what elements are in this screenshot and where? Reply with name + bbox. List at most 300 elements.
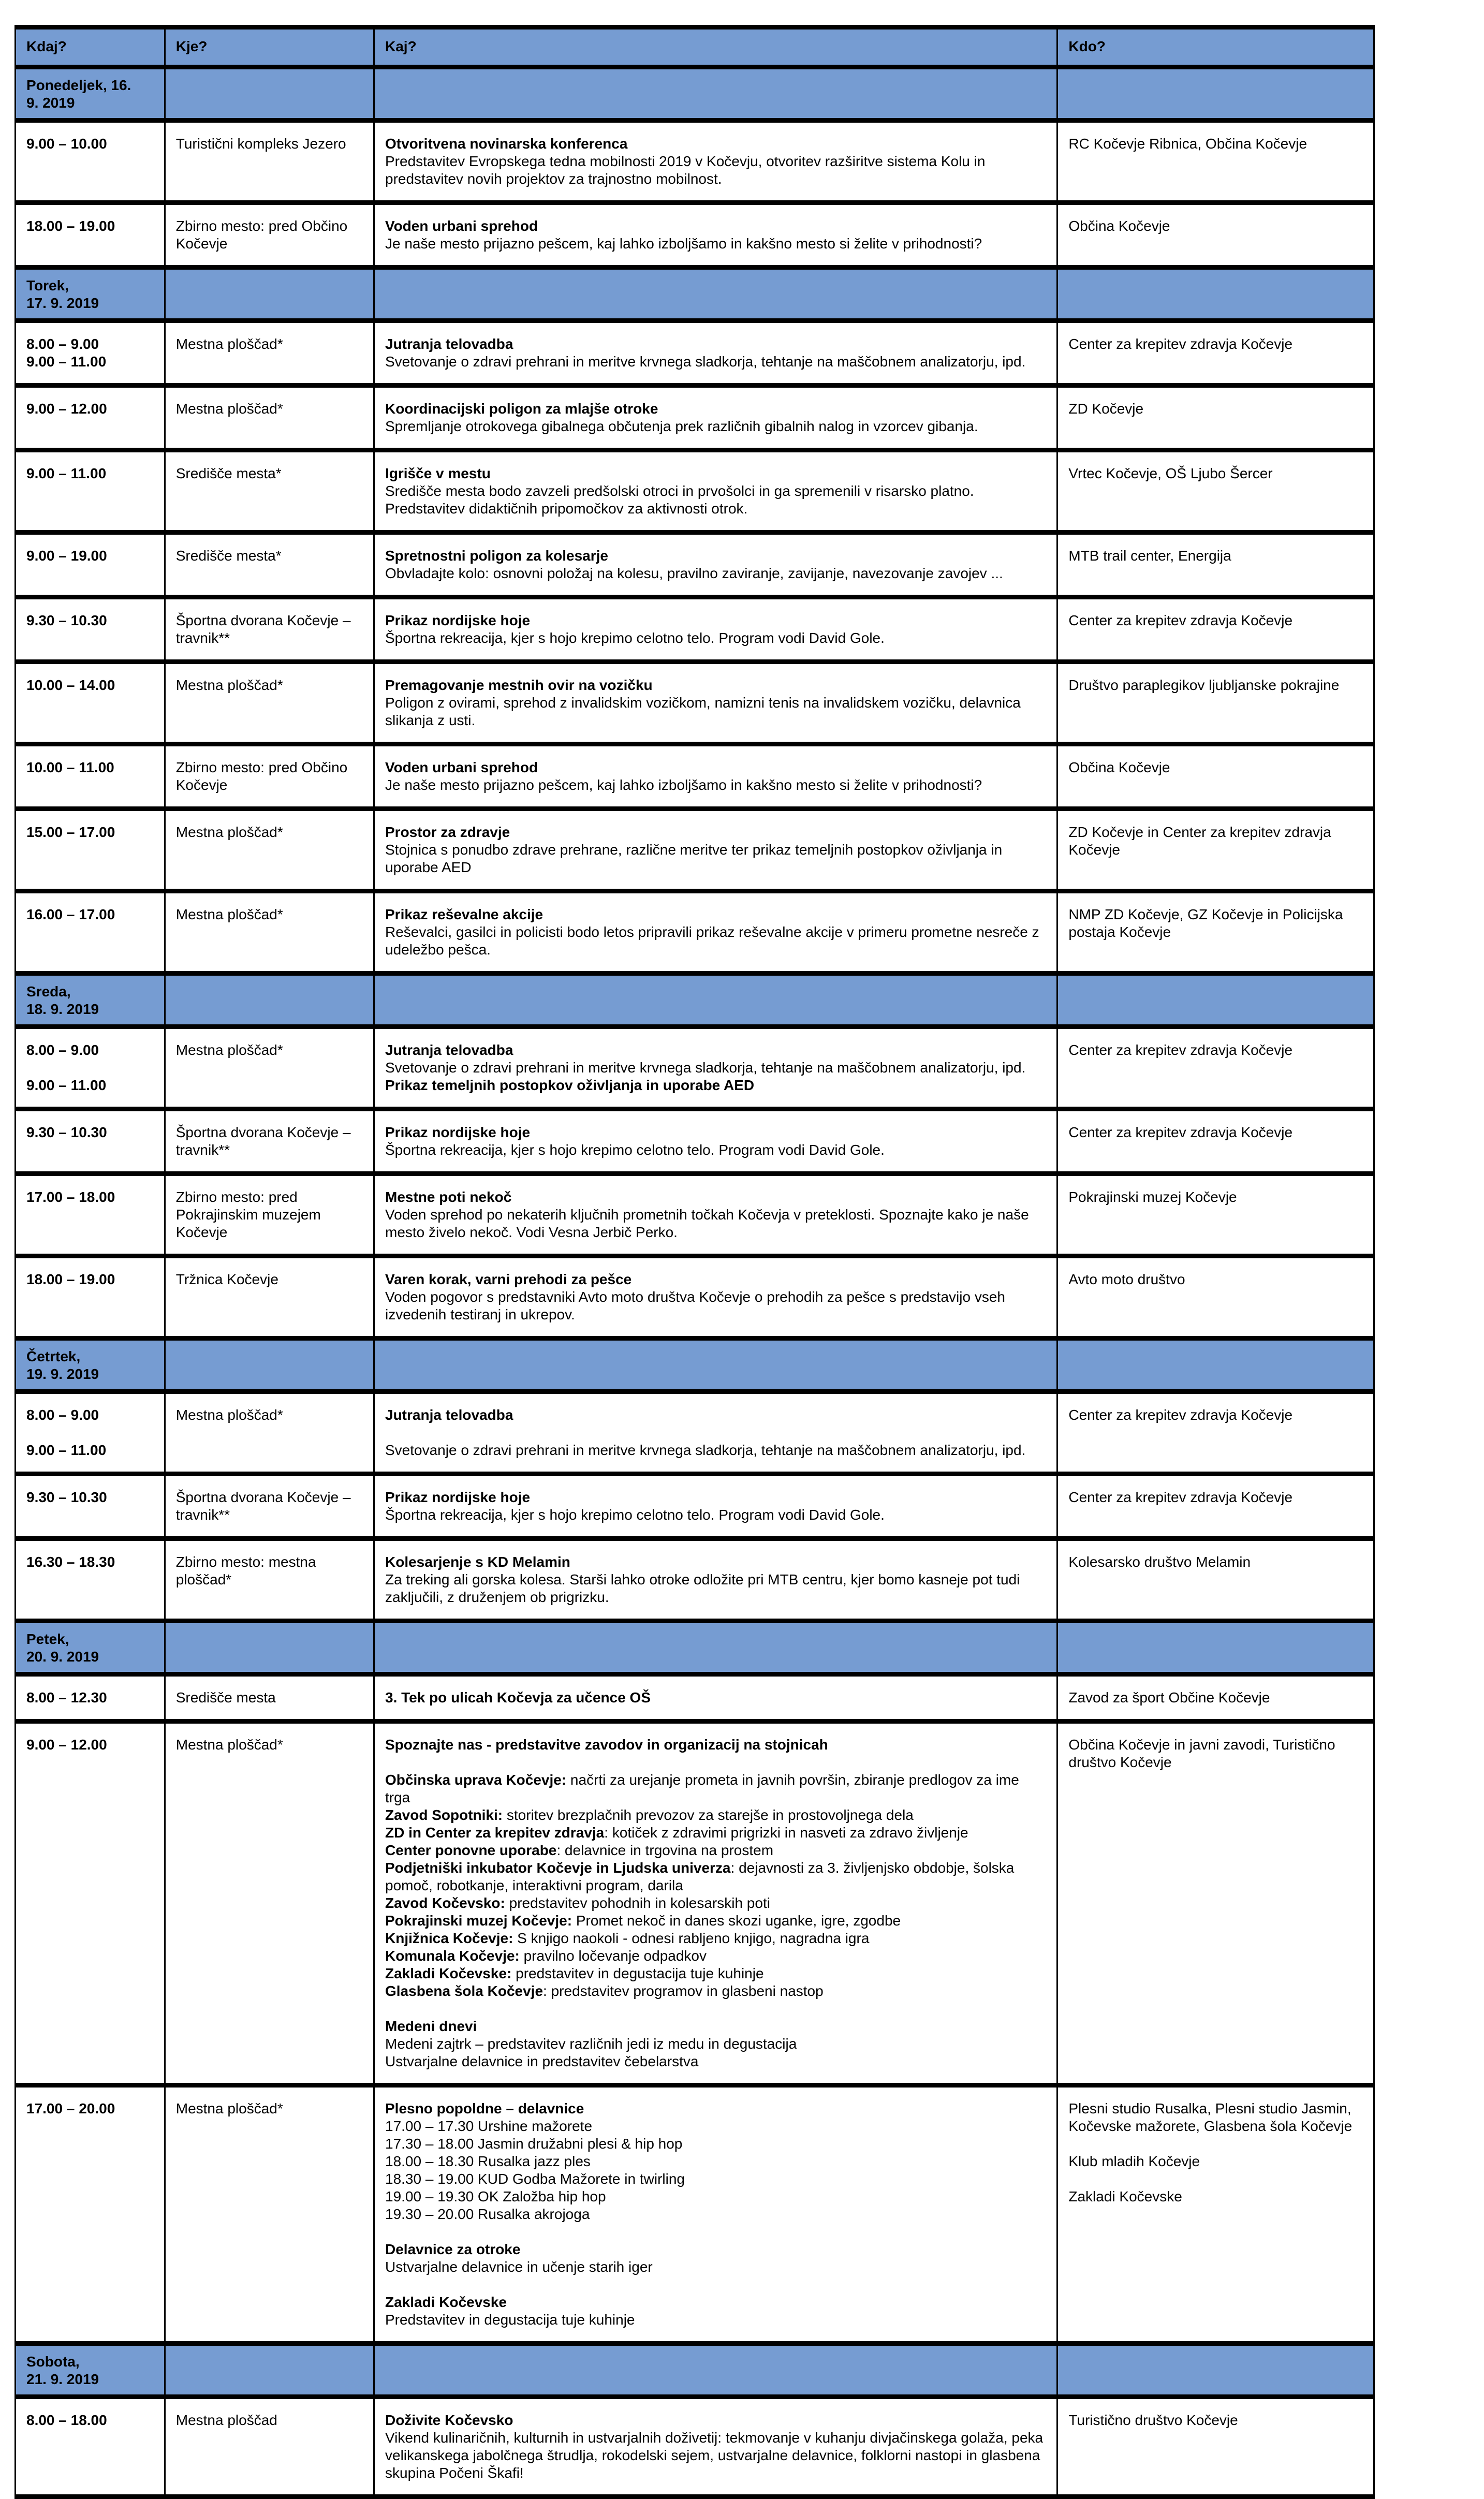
text-line: Center za krepitev zdravja Kočevje <box>1068 336 1293 352</box>
when-cell <box>16 1539 165 1621</box>
text-line: 18. 9. 2019 <box>26 1001 99 1017</box>
column-header-kje: Kje? <box>165 27 374 67</box>
text-line: Športna rekreacija, kjer s hojo krepimo celotno telo. Program vodi David Gole. <box>385 630 885 646</box>
text-line: Center za krepitev zdravja Kočevje <box>1068 612 1293 628</box>
text-line: Zbirno mesto: mestna ploščad* <box>175 1554 316 1587</box>
day-band-empty-cell <box>1057 2344 1374 2397</box>
text-line: 9.00 – 11.00 <box>26 465 107 481</box>
text-line: Voden sprehod po nekaterih ključnih prometnih točkah Kočevja v preteklosti. Spoznajte kako je naše mesto živelo nekoč. Vodi Vesna Jerbič Perko. <box>385 1207 1029 1240</box>
where-cell <box>165 121 374 203</box>
text-line: Spremljanje otrokovega gibalnega občutenja prek različnih gibalnih nalog in vzorcev gibanja. <box>385 418 978 434</box>
who-cell <box>1057 450 1374 533</box>
text-line: Obvladajte kolo: osnovni položaj na kolesu, pravilno zaviranje, zavijanje, navezovanje zavojev ... <box>385 565 1003 581</box>
text-line: ZD in Center za krepitev zdravja: kotiček z zdravimi prigrizki in nasveti za zdravo življenje <box>385 1825 968 1841</box>
text-line: 20. 9. 2019 <box>26 1649 99 1665</box>
text-line: Središče mesta* <box>175 465 282 481</box>
where-cell <box>165 2085 374 2344</box>
what-cell <box>374 1109 1057 1174</box>
day-band-row <box>16 268 1374 321</box>
text-line: Doživite Kočevsko <box>385 2412 513 2428</box>
what-cell <box>374 597 1057 662</box>
text-line: 19.30 – 20.00 Rusalka akrojoga <box>385 2206 590 2222</box>
text-line: Mestna ploščad* <box>175 906 283 922</box>
text-line: Športna rekreacija, kjer s hojo krepimo celotno telo. Program vodi David Gole. <box>385 1507 885 1523</box>
when-cell <box>16 662 165 744</box>
text-line: 8.00 – 9.00 <box>26 1042 99 1058</box>
what-cell <box>374 321 1057 386</box>
where-cell <box>165 1174 374 1256</box>
text-line: Center za krepitev zdravja Kočevje <box>1068 1407 1293 1423</box>
text-line: Delavnice za otroke <box>385 2241 521 2257</box>
text-line: Center za krepitev zdravja Kočevje <box>1068 1489 1293 1505</box>
day-band-empty-cell <box>374 974 1057 1027</box>
text-line: Zavod Sopotniki: storitev brezplačnih prevozov za starejše in prostovoljnega dela <box>385 1807 914 1823</box>
text-line: Mestna ploščad* <box>175 336 283 352</box>
when-cell <box>16 386 165 450</box>
when-cell <box>16 533 165 597</box>
text-line: Pokrajinski muzej Kočevje: Promet nekoč in danes skozi uganke, igre, zgodbe <box>385 1913 901 1929</box>
text-line: Za treking ali gorska kolesa. Starši lahko otroke odložite pri MTB centru, kjer bomo kasneje pot tudi zaključili, z druženjem ob prigrizku. <box>385 1571 1020 1605</box>
text-line: ZD Kočevje in Center za krepitev zdravja Kočevje <box>1068 824 1331 858</box>
text-line: Občina Kočevje <box>1068 759 1170 775</box>
text-line: 10.00 – 11.00 <box>26 759 114 775</box>
day-band-empty-cell <box>374 2344 1057 2397</box>
text-line: Sobota, <box>26 2354 80 2370</box>
table-row <box>16 597 1374 662</box>
text-line: Poligon z ovirami, sprehod z invalidskim vozičkom, namizni tenis na invalidskem vozičku, delavnica slikanja z usti. <box>385 695 1021 728</box>
where-cell <box>165 1474 374 1539</box>
text-line: Vrtec Kočevje, OŠ Ljubo Šercer <box>1068 465 1273 481</box>
day-band-empty-cell <box>1057 1621 1374 1674</box>
text-line: ZD Kočevje <box>1068 401 1144 417</box>
when-cell <box>16 1474 165 1539</box>
text-line: Center za krepitev zdravja Kočevje <box>1068 1042 1293 1058</box>
day-band-empty-cell <box>1057 1339 1374 1392</box>
text-line: Je naše mesto prijazno pešcem, kaj lahko izboljšamo in kakšno mesto si želite v prihodnosti? <box>385 777 982 793</box>
table-row <box>16 1027 1374 1109</box>
text-line: 18.00 – 18.30 Rusalka jazz ples <box>385 2153 591 2169</box>
text-line: Zakladi Kočevske <box>1068 2188 1182 2204</box>
day-label-cell <box>16 2344 165 2397</box>
who-cell <box>1057 121 1374 203</box>
text-line: Plesni studio Rusalka, Plesni studio Jasmin, Kočevske mažorete, Glasbena šola Kočevje <box>1068 2100 1353 2134</box>
who-cell <box>1057 662 1374 744</box>
text-line: 19. 9. 2019 <box>26 1366 99 1382</box>
text-line: Občina Kočevje in javni zavodi, Turistično društvo Kočevje <box>1068 1737 1335 1770</box>
where-cell <box>165 2397 374 2497</box>
where-cell <box>165 662 374 744</box>
day-label-cell <box>16 67 165 121</box>
day-band-empty-cell <box>374 1621 1057 1674</box>
text-line: 8.00 – 12.30 <box>26 1689 107 1706</box>
text-line: Prostor za zdravje <box>385 824 510 840</box>
table-row <box>16 450 1374 533</box>
text-line: Spretnostni poligon za kolesarje <box>385 548 608 564</box>
day-band-empty-cell <box>374 67 1057 121</box>
text-line: Turistično društvo Kočevje <box>1068 2412 1238 2428</box>
text-line: Medeni dnevi <box>385 2018 477 2034</box>
when-cell <box>16 1392 165 1474</box>
text-line: Mestna ploščad* <box>175 1407 283 1423</box>
text-line: 16.00 – 17.00 <box>26 906 115 922</box>
day-band-empty-cell <box>1057 67 1374 121</box>
who-cell <box>1057 1674 1374 1722</box>
text-line: Mestna ploščad* <box>175 1737 283 1753</box>
when-cell <box>16 744 165 809</box>
text-line: Občinska uprava Kočevje: načrti za urejanje prometa in javnih površin, zbiranje predlogov za ime trga <box>385 1772 1019 1805</box>
text-line: Športna dvorana Kočevje – travnik** <box>175 1489 351 1523</box>
day-band-empty-cell <box>374 1339 1057 1392</box>
text-line: Prikaz nordijske hoje <box>385 612 531 628</box>
text-line: Občina Kočevje <box>1068 218 1170 234</box>
text-line <box>26 1424 155 1442</box>
text-line: Ponedeljek, 16. <box>26 77 131 93</box>
text-line: Mestne poti nekoč <box>385 1189 512 1205</box>
where-cell <box>165 744 374 809</box>
text-line: Prikaz temeljnih postopkov oživljanja in uporabe AED <box>385 1077 755 1093</box>
table-row <box>16 891 1374 974</box>
when-cell <box>16 1674 165 1722</box>
text-line: Jutranja telovadba <box>385 1042 513 1058</box>
where-cell <box>165 533 374 597</box>
text-line: 18.00 – 19.00 <box>26 218 115 234</box>
who-cell <box>1057 1722 1374 2085</box>
text-line: Prikaz nordijske hoje <box>385 1124 531 1140</box>
day-band-empty-cell <box>1057 974 1374 1027</box>
text-line: Mestna ploščad* <box>175 2100 283 2116</box>
day-band-row <box>16 1621 1374 1674</box>
text-line: 16.30 – 18.30 <box>26 1554 115 1570</box>
text-line: Je naše mesto prijazno pešcem, kaj lahko izboljšamo in kakšno mesto si želite v prihodnosti? <box>385 236 982 252</box>
text-line: NMP ZD Kočevje, GZ Kočevje in Policijska postaja Kočevje <box>1068 906 1343 940</box>
who-cell <box>1057 321 1374 386</box>
text-line: Svetovanje o zdravi prehrani in meritve krvnega sladkorja, tehtanje na maščobnem analizatorju, ipd. <box>385 1060 1026 1076</box>
table-row <box>16 1392 1374 1474</box>
text-line: Reševalci, gasilci in policisti bodo letos pripravili prikaz reševalne akcije v primeru prometne nesreče z udeležbo pešca. <box>385 924 1039 958</box>
table-row <box>16 1722 1374 2085</box>
text-line: 8.00 – 9.00 <box>26 1407 99 1423</box>
day-label-cell <box>16 1621 165 1674</box>
text-line: 9.00 – 11.00 <box>26 354 107 370</box>
where-cell <box>165 1722 374 2085</box>
where-cell <box>165 1109 374 1174</box>
text-line: Medeni zajtrk – predstavitev različnih jedi iz medu in degustacija <box>385 2036 797 2052</box>
text-line: Pokrajinski muzej Kočevje <box>1068 1189 1237 1205</box>
what-cell <box>374 1174 1057 1256</box>
day-band-empty-cell <box>1057 268 1374 321</box>
where-cell <box>165 203 374 268</box>
table-row <box>16 2085 1374 2344</box>
text-line: Jutranja telovadba <box>385 1407 513 1423</box>
who-cell <box>1057 1174 1374 1256</box>
text-line <box>385 2223 1047 2241</box>
what-cell <box>374 121 1057 203</box>
text-line: Zavod za šport Občine Kočevje <box>1068 1689 1270 1706</box>
table-row <box>16 809 1374 891</box>
when-cell <box>16 321 165 386</box>
when-cell <box>16 2085 165 2344</box>
where-cell <box>165 386 374 450</box>
when-cell <box>16 891 165 974</box>
text-line: MTB trail center, Energija <box>1068 548 1231 564</box>
who-cell <box>1057 386 1374 450</box>
day-band-row <box>16 1339 1374 1392</box>
text-line: Predstavitev in degustacija tuje kuhinje <box>385 2312 635 2328</box>
table-header-row <box>16 27 1374 67</box>
what-cell <box>374 386 1057 450</box>
day-band-row <box>16 2344 1374 2397</box>
text-line: Premagovanje mestnih ovir na vozičku <box>385 677 653 693</box>
text-line: 3. Tek po ulicah Kočevja za učence OŠ <box>385 1689 651 1706</box>
who-cell <box>1057 1027 1374 1109</box>
table-row <box>16 1474 1374 1539</box>
text-line: 9.00 – 12.00 <box>26 401 107 417</box>
text-line: 18.00 – 19.00 <box>26 1271 115 1287</box>
when-cell <box>16 203 165 268</box>
table-row <box>16 1174 1374 1256</box>
when-cell <box>16 1256 165 1339</box>
what-cell <box>374 2085 1057 2344</box>
what-cell <box>374 809 1057 891</box>
column-header-kdaj: Kdaj? <box>16 27 165 67</box>
who-cell <box>1057 1539 1374 1621</box>
text-line: Glasbena šola Kočevje: predstavitev programov in glasbeni nastop <box>385 1983 824 1999</box>
table-row <box>16 203 1374 268</box>
what-cell <box>374 1674 1057 1722</box>
text-line: Prikaz nordijske hoje <box>385 1489 531 1505</box>
who-cell <box>1057 1256 1374 1339</box>
when-cell <box>16 121 165 203</box>
text-line: Tržnica Kočevje <box>175 1271 278 1287</box>
column-header-kdo: Kdo? <box>1057 27 1374 67</box>
text-line <box>1068 2135 1364 2153</box>
text-line: Torek, <box>26 277 69 293</box>
text-line: Mestna ploščad* <box>175 824 283 840</box>
text-line: Športna dvorana Kočevje – travnik** <box>175 1124 351 1158</box>
table-row <box>16 2397 1374 2497</box>
table-row <box>16 1109 1374 1174</box>
text-line <box>385 2276 1047 2294</box>
text-line: 8.00 – 9.00 <box>26 336 99 352</box>
where-cell <box>165 450 374 533</box>
day-band-row <box>16 974 1374 1027</box>
text-line: Zbirno mesto: pred Občino Kočevje <box>175 218 348 252</box>
who-cell <box>1057 2085 1374 2344</box>
table-row <box>16 533 1374 597</box>
when-cell <box>16 809 165 891</box>
what-cell <box>374 1256 1057 1339</box>
table-row <box>16 662 1374 744</box>
when-cell <box>16 1722 165 2085</box>
text-line: 9.00 – 10.00 <box>26 136 107 152</box>
who-cell <box>1057 2397 1374 2497</box>
text-line: Petek, <box>26 1631 69 1647</box>
text-line: Turistični kompleks Jezero <box>175 136 346 152</box>
where-cell <box>165 597 374 662</box>
text-line: 9.00 – 11.00 <box>26 1077 107 1093</box>
what-cell <box>374 1722 1057 2085</box>
text-line: Športna dvorana Kočevje – travnik** <box>175 612 351 646</box>
text-line: 18.30 – 19.00 KUD Godba Mažorete in twirling <box>385 2171 685 2187</box>
what-cell <box>374 533 1057 597</box>
what-cell <box>374 662 1057 744</box>
text-line: Središče mesta <box>175 1689 276 1706</box>
where-cell <box>165 1539 374 1621</box>
day-label-cell <box>16 1339 165 1392</box>
where-cell <box>165 809 374 891</box>
day-band-row <box>16 67 1374 121</box>
text-line: 19.00 – 19.30 OK Založba hip hop <box>385 2188 606 2204</box>
text-line: Svetovanje o zdravi prehrani in meritve krvnega sladkorja, tehtanje na maščobnem analizatorju, ipd. <box>385 354 1026 370</box>
when-cell <box>16 1027 165 1109</box>
text-line <box>26 1059 155 1077</box>
day-band-empty-cell <box>374 268 1057 321</box>
where-cell <box>165 1392 374 1474</box>
what-cell <box>374 891 1057 974</box>
text-line: 15.00 – 17.00 <box>26 824 115 840</box>
who-cell <box>1057 1109 1374 1174</box>
schedule-body <box>16 67 1374 2497</box>
what-cell <box>374 744 1057 809</box>
text-line: 17. 9. 2019 <box>26 295 99 311</box>
text-line: Zakladi Kočevske <box>385 2294 507 2310</box>
text-line: Center za krepitev zdravja Kočevje <box>1068 1124 1293 1140</box>
text-line <box>385 1754 1047 1771</box>
text-line: 17.30 – 18.00 Jasmin družabni plesi & hip hop <box>385 2136 683 2152</box>
text-line: Središče mesta* <box>175 548 282 564</box>
day-label-cell <box>16 268 165 321</box>
text-line: Voden pogovor s predstavniki Avto moto društva Kočevje o prehodih za pešce s predstavijo vseh izvedenih testiranj in ukrepov. <box>385 1289 1005 1322</box>
text-line: 9.00 – 19.00 <box>26 548 107 564</box>
text-line: 21. 9. 2019 <box>26 2371 99 2387</box>
text-line: Kolesarjenje s KD Melamin <box>385 1554 570 1570</box>
text-line: Stojnica s ponudbo zdrave prehrane, različne meritve ter prikaz temeljnih postopkov oživljanja in uporabe AED <box>385 842 1003 875</box>
when-cell <box>16 450 165 533</box>
text-line: Svetovanje o zdravi prehrani in meritve krvnega sladkorja, tehtanje na maščobnem analizatorju, ipd. <box>385 1442 1026 1458</box>
column-header-kaj: Kaj? <box>374 27 1057 67</box>
what-cell <box>374 203 1057 268</box>
text-line: Komunala Kočevje: pravilno ločevanje odpadkov <box>385 1948 707 1964</box>
text-line: 8.00 – 18.00 <box>26 2412 107 2428</box>
day-band-empty-cell <box>165 1621 374 1674</box>
text-line: Zavod Kočevsko: predstavitev pohodnih in kolesarskih poti <box>385 1895 770 1911</box>
text-line: Športna rekreacija, kjer s hojo krepimo celotno telo. Program vodi David Gole. <box>385 1142 885 1158</box>
text-line <box>385 1424 1047 1442</box>
what-cell <box>374 1539 1057 1621</box>
day-band-empty-cell <box>165 67 374 121</box>
text-line: Knjižnica Kočevje: S knjigo naokoli - odnesi rabljeno knjigo, nagradna igra <box>385 1930 870 1946</box>
where-cell <box>165 1674 374 1722</box>
text-line: Mestna ploščad <box>175 2412 277 2428</box>
when-cell <box>16 1174 165 1256</box>
text-line: 9. 2019 <box>26 95 75 111</box>
text-line: Jutranja telovadba <box>385 336 513 352</box>
text-line: Klub mladih Kočevje <box>1068 2153 1200 2169</box>
text-line: RC Kočevje Ribnica, Občina Kočevje <box>1068 136 1307 152</box>
what-cell <box>374 1474 1057 1539</box>
table-row <box>16 321 1374 386</box>
text-line: Predstavitev Evropskega tedna mobilnosti 2019 v Kočevju, otvoritev razširitve sistema Kolu in predstavitev novih projektov za trajnostno mobilnost. <box>385 153 986 187</box>
where-cell <box>165 321 374 386</box>
what-cell <box>374 2397 1057 2497</box>
text-line: Mestna ploščad* <box>175 677 283 693</box>
text-line: Voden urbani sprehod <box>385 218 538 234</box>
who-cell <box>1057 744 1374 809</box>
text-line: Kolesarsko društvo Melamin <box>1068 1554 1251 1570</box>
text-line: Zakladi Kočevske: predstavitev in degustacija tuje kuhinje <box>385 1965 764 1981</box>
table-row <box>16 1256 1374 1339</box>
who-cell <box>1057 533 1374 597</box>
text-line: Podjetniški inkubator Kočevje in Ljudska univerza: dejavnosti za 3. življenjsko obdobje, šolska pomoč, robotkanje, interaktivni program, darila <box>385 1860 1015 1893</box>
text-line: Mestna ploščad* <box>175 1042 283 1058</box>
text-line: Ustvarjalne delavnice in predstavitev čebelarstva <box>385 2053 699 2069</box>
text-line: Prikaz reševalne akcije <box>385 906 543 922</box>
text-line: 9.30 – 10.30 <box>26 1489 107 1505</box>
text-line: Zbirno mesto: pred Občino Kočevje <box>175 759 348 793</box>
text-line: Sreda, <box>26 983 71 999</box>
text-line: Ustvarjalne delavnice in učenje starih iger <box>385 2259 653 2275</box>
text-line: Center ponovne uporabe: delavnice in trgovina na prostem <box>385 1842 774 1858</box>
text-line: Otvoritvena novinarska konferenca <box>385 136 628 152</box>
schedule-table <box>14 25 1375 2499</box>
where-cell <box>165 891 374 974</box>
table-row <box>16 1674 1374 1722</box>
text-line: Plesno popoldne – delavnice <box>385 2100 584 2116</box>
table-row <box>16 121 1374 203</box>
what-cell <box>374 1392 1057 1474</box>
what-cell <box>374 1027 1057 1109</box>
text-line: Vikend kulinaričnih, kulturnih in ustvarjalnih doživetij: tekmovanje v kuhanju divjačinskega golaža, peka velikanskega jabolčnega štrudlja, rokodelski sejem, ustvarjalne delavnice, folklorni nastopi in glasbena skupina Počeni Škafi! <box>385 2430 1044 2481</box>
text-line: 10.00 – 14.00 <box>26 677 115 693</box>
text-line: Društvo paraplegikov ljubljanske pokrajine <box>1068 677 1340 693</box>
text-line: Zbirno mesto: pred Pokrajinskim muzejem Kočevje <box>175 1189 321 1240</box>
where-cell <box>165 1256 374 1339</box>
day-band-empty-cell <box>165 1339 374 1392</box>
who-cell <box>1057 597 1374 662</box>
text-line: Koordinacijski poligon za mlajše otroke <box>385 401 658 417</box>
when-cell <box>16 1109 165 1174</box>
table-row <box>16 1539 1374 1621</box>
day-band-empty-cell <box>165 974 374 1027</box>
text-line: 9.30 – 10.30 <box>26 612 107 628</box>
who-cell <box>1057 1474 1374 1539</box>
who-cell <box>1057 203 1374 268</box>
text-line: 17.00 – 18.00 <box>26 1189 115 1205</box>
day-band-empty-cell <box>165 2344 374 2397</box>
text-line: Voden urbani sprehod <box>385 759 538 775</box>
text-line: 9.00 – 11.00 <box>26 1442 107 1458</box>
text-line <box>1068 2170 1364 2188</box>
text-line <box>385 2000 1047 2018</box>
text-line: 17.00 – 17.30 Urshine mažorete <box>385 2118 593 2134</box>
text-line: Središče mesta bodo zavzeli predšolski otroci in prvošolci in ga spremenili v risarsko platno. Predstavitev didaktičnih pripomočkov za aktivnosti otrok. <box>385 483 974 517</box>
table-row <box>16 386 1374 450</box>
who-cell <box>1057 891 1374 974</box>
where-cell <box>165 1027 374 1109</box>
text-line: 9.00 – 12.00 <box>26 1737 107 1753</box>
when-cell <box>16 2397 165 2497</box>
table-row <box>16 744 1374 809</box>
day-band-empty-cell <box>165 268 374 321</box>
text-line: Mestna ploščad* <box>175 401 283 417</box>
text-line: 17.00 – 20.00 <box>26 2100 115 2116</box>
text-line: Avto moto društvo <box>1068 1271 1185 1287</box>
who-cell <box>1057 1392 1374 1474</box>
who-cell <box>1057 809 1374 891</box>
text-line: 9.30 – 10.30 <box>26 1124 107 1140</box>
when-cell <box>16 597 165 662</box>
text-line: Četrtek, <box>26 1348 81 1364</box>
